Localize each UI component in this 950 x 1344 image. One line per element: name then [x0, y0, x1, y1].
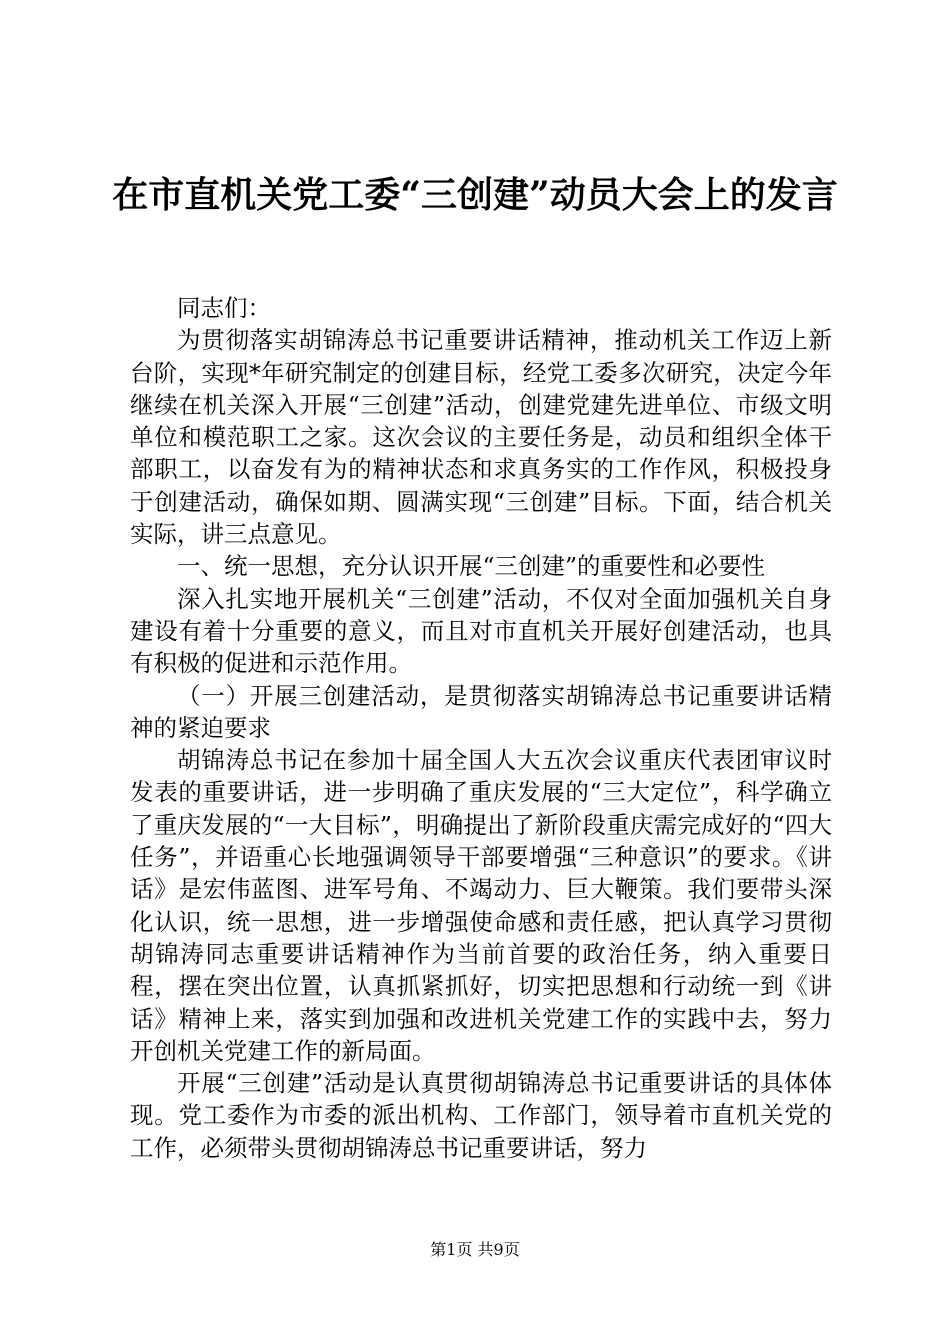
page-number-footer: 第1页 共9页 [430, 1240, 520, 1259]
salutation: 同志们： [177, 294, 271, 322]
paragraph: 深入扎实地开展机关“三创建”活动，不仅对全面加强机关自身建设有着十分重要的意义，而且对市直机关开展好创建活动，也具有积极的促进和示范作用。 [130, 584, 832, 678]
paragraph: 为贯彻落实胡锦涛总书记重要讲话精神，推动机关工作迈上新台阶，实现*年研究制定的创建目标，经党工委多次研究，决定今年继续在机关深入开展“三创建”活动，创建党建先进单位、市级文明单位和模范职工之家。这次会议的主要任务是，动员和组织全体干部职工，以奋发有为的精神状态和求真务实的工作作风，积极投身于创建活动，确保如期、圆满实现“三创建”目标。下面，结合机关实际，讲三点意见。 [130, 326, 832, 549]
paragraph: 开展“三创建”活动是认真贯彻胡锦涛总书记重要讲话的具体体现。党工委作为市委的派出机构、工作部门，领导着市直机关党的工作，必须带头贯彻胡锦涛总书记重要讲话，努力 [130, 1069, 832, 1162]
document-body [130, 292, 832, 1164]
section-heading: 一、统一思想，充分认识开展“三创建”的重要性和必要性 [177, 552, 766, 581]
document-title: 在市直机关党工委“三创建”动员大会上的发言 [112, 174, 838, 216]
paragraph: 胡锦涛总书记在参加十届全国人大五次会议重庆代表团审议时发表的重要讲话，进一步明确了重庆发展的“三大定位”，科学确立了重庆发展的“一大目标”，明确提出了新阶段重庆需完成好的“四大任务”，并语重心长地强调领导干部要增强“三种意识”的要求。《讲话》是宏伟蓝图、进军号角、不竭动力、巨大鞭策。我们要带头深化认识，统一思想，进一步增强使命感和责任感，把认真学习贯彻胡锦涛同志重要讲话精神作为当前首要的政治任务，纳入重要日程，摆在突出位置，认真抓紧抓好，切实把思想和行动统一到《讲话》精神上来，落实到加强和改进机关党建工作的实践中去，努力开创机关党建工作的新局面。 [130, 746, 832, 1065]
subsection-heading: （一）开展三创建活动，是贯彻落实胡锦涛总书记重要讲话精神的紧迫要求 [130, 681, 832, 742]
